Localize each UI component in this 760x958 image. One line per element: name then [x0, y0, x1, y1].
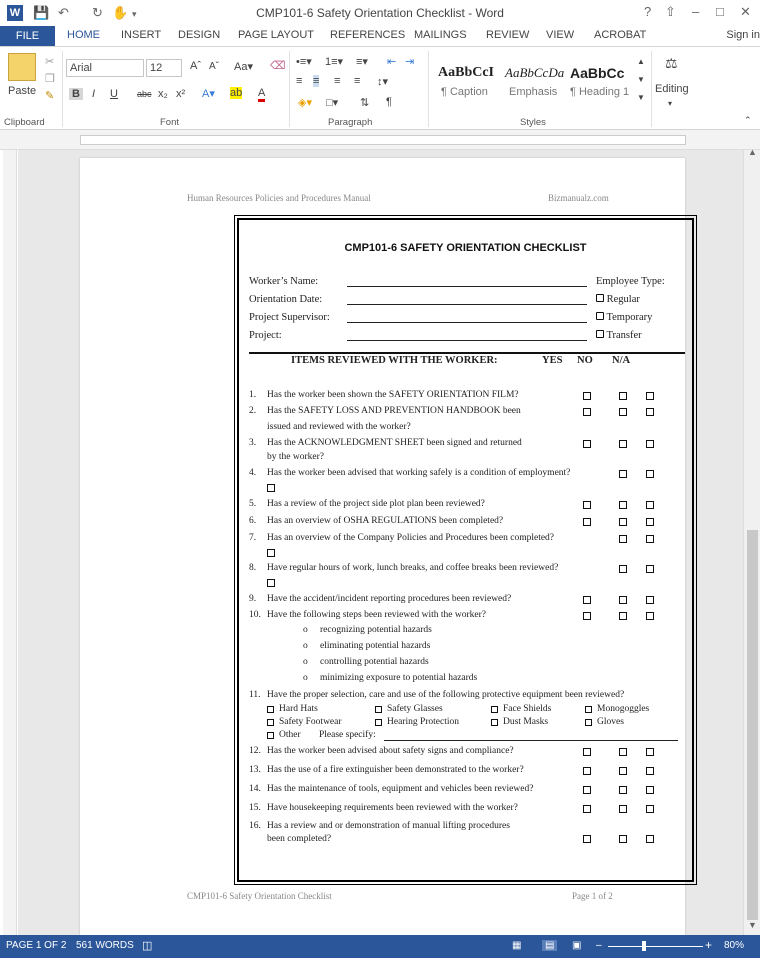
yes-checkbox[interactable] — [583, 440, 591, 448]
item-number: 8. — [249, 563, 257, 573]
col-yes: YES — [542, 355, 563, 366]
item-number: 11. — [249, 690, 261, 700]
borders-icon[interactable]: □▾ — [326, 97, 339, 109]
item-text: Has the worker been shown the SAFETY ORIENTATION FILM? — [267, 390, 519, 400]
sub-item: minimizing exposure to potential hazards — [320, 673, 478, 683]
no-checkbox[interactable] — [619, 786, 627, 794]
regular-label: Regular — [606, 294, 640, 305]
font-name-box[interactable]: Arial — [66, 59, 144, 77]
no-checkbox[interactable] — [619, 767, 627, 775]
item-text: Have the following steps been reviewed with the worker? — [267, 610, 486, 620]
paste-icon[interactable] — [8, 53, 36, 81]
highlight-icon[interactable]: ab — [230, 87, 243, 99]
field-worker-name: Worker’s Name: — [249, 276, 319, 287]
item-text: Have housekeeping requirements been reviewed with the worker? — [267, 803, 518, 813]
item-text-continued: issued and reviewed with the worker? — [267, 422, 411, 432]
divider — [428, 51, 429, 127]
yes-checkbox[interactable] — [583, 596, 591, 604]
undo-icon[interactable]: ↶ — [58, 5, 69, 20]
na-checkbox[interactable] — [646, 835, 654, 843]
item-number: 14. — [249, 784, 261, 794]
item-number: 2. — [249, 406, 257, 416]
divider — [62, 51, 63, 127]
equipment-checkbox[interactable] — [267, 732, 274, 739]
no-checkbox[interactable] — [619, 392, 627, 400]
item-number: 3. — [249, 438, 257, 448]
equipment-label: Hearing Protection — [387, 717, 460, 727]
title-bar — [0, 0, 760, 26]
sub-item: recognizing potential hazards — [320, 625, 432, 635]
employee-type-label: Employee Type: — [596, 276, 665, 287]
shrink-font-icon[interactable]: Aˇ — [209, 61, 219, 72]
style-name: ¶ Caption — [441, 86, 488, 98]
vertical-scrollbar[interactable] — [743, 147, 760, 935]
equipment-checkbox[interactable] — [585, 719, 592, 726]
zoom-slider-thumb[interactable] — [642, 941, 646, 951]
field-project: Project: — [249, 330, 282, 341]
no-checkbox[interactable] — [619, 835, 627, 843]
tab-acrobat[interactable]: ACROBAT — [594, 29, 647, 41]
increase-indent-icon[interactable]: ⇥ — [405, 56, 415, 68]
tab-view[interactable]: VIEW — [546, 29, 575, 41]
style-preview: AaBbCc — [570, 65, 625, 81]
no-checkbox[interactable] — [619, 535, 627, 543]
checklist-box — [237, 218, 694, 882]
tab-review[interactable]: REVIEW — [486, 29, 530, 41]
equipment-checkbox[interactable] — [375, 719, 382, 726]
group-label-styles: Styles — [520, 117, 546, 128]
yes-checkbox[interactable] — [583, 612, 591, 620]
temporary-label: Temporary — [606, 312, 653, 323]
item-number: 12. — [249, 746, 261, 756]
tab-insert[interactable]: INSERT — [121, 29, 162, 41]
item-text: Has the ACKNOWLEDGMENT SHEET been signed and returned — [267, 438, 522, 448]
yes-checkbox[interactable] — [583, 501, 591, 509]
styles-scroll-up-icon[interactable]: ▲ — [637, 57, 645, 66]
item-text-continued: been completed? — [267, 834, 332, 844]
na-checkbox[interactable] — [646, 767, 654, 775]
subscript-button[interactable]: x₂ — [158, 88, 168, 100]
page-footer-left: CMP101-6 Safety Orientation Checklist — [187, 891, 332, 901]
equipment-label: Gloves — [597, 717, 624, 727]
no-checkbox[interactable] — [619, 596, 627, 604]
horizontal-ruler[interactable] — [0, 130, 760, 150]
na-checkbox[interactable] — [646, 805, 654, 813]
item-text: Has the use of a fire extinguisher been demonstrated to the worker? — [267, 765, 524, 775]
na-checkbox[interactable] — [646, 748, 654, 756]
sort-icon[interactable]: ⇅ — [360, 97, 370, 109]
equipment-label: Safety Glasses — [387, 704, 443, 714]
style-heading-1[interactable] — [570, 65, 629, 98]
no-checkbox[interactable] — [619, 501, 627, 509]
yes-checkbox[interactable] — [583, 392, 591, 400]
col-no: NO — [577, 355, 593, 366]
styles-more-icon[interactable]: ▼ — [637, 93, 645, 102]
numbering-icon[interactable]: 1≡▾ — [325, 56, 344, 68]
zoom-slider[interactable] — [608, 946, 703, 947]
item-text: Has the worker been advised that working safely is a condition of employment? — [267, 468, 571, 478]
item-text: Has an overview of OSHA REGULATIONS been completed? — [267, 516, 504, 526]
customize-qat-icon[interactable]: ▾ — [132, 9, 137, 19]
equipment-label: Hard Hats — [279, 704, 318, 714]
tab-home[interactable]: HOME — [67, 29, 100, 41]
status-bar — [0, 935, 760, 958]
item-number: 15. — [249, 803, 261, 813]
no-checkbox[interactable] — [619, 440, 627, 448]
na-checkbox[interactable] — [646, 565, 654, 573]
page-header-left: Human Resources Policies and Procedures Manual — [187, 193, 371, 203]
style-caption[interactable] — [438, 65, 494, 98]
italic-button[interactable]: I — [92, 88, 96, 100]
sign-in-link[interactable]: Sign in — [726, 29, 760, 41]
equipment-label: Dust Masks — [503, 717, 549, 727]
line-spacing-icon[interactable]: ↕▾ — [377, 76, 389, 88]
item-number: 4. — [249, 468, 257, 478]
item-text: Has the SAFETY LOSS AND PREVENTION HANDBOOK been — [267, 406, 521, 416]
divider — [651, 51, 652, 127]
item-text: Have regular hours of work, lunch breaks, and coffee breaks been reviewed? — [267, 563, 559, 573]
bullet-icon: o — [303, 641, 308, 651]
superscript-button[interactable]: x² — [176, 88, 186, 100]
item-number: 13. — [249, 765, 261, 775]
grow-font-icon[interactable]: Aˆ — [190, 60, 201, 72]
decrease-indent-icon[interactable]: ⇤ — [387, 56, 397, 68]
text-effects-icon[interactable]: A▾ — [202, 88, 215, 100]
no-checkbox[interactable] — [619, 408, 627, 416]
print-layout-icon[interactable]: ▤ — [542, 940, 557, 951]
na-checkbox[interactable] — [646, 596, 654, 604]
zoom-level[interactable]: 80% — [724, 940, 745, 951]
item-number: 5. — [249, 499, 257, 509]
page-footer-right: Page 1 of 2 — [572, 891, 613, 901]
na-checkbox[interactable] — [646, 470, 654, 478]
justify-icon[interactable]: ≡ — [354, 75, 361, 87]
scroll-up-icon[interactable]: ▲ — [748, 147, 757, 157]
item-number: 16. — [249, 821, 261, 831]
equipment-checkbox[interactable] — [491, 719, 498, 726]
group-label-font: Font — [160, 117, 180, 128]
bold-button[interactable]: B — [69, 88, 83, 100]
word-logo-icon: W — [7, 5, 23, 21]
align-right-icon[interactable]: ≡ — [334, 75, 341, 87]
page-count[interactable]: PAGE 1 OF 2 — [6, 940, 67, 951]
equipment-checkbox[interactable] — [267, 719, 274, 726]
sub-item: eliminating potential hazards — [320, 641, 431, 651]
item-text: Has a review of the project side plot plan been reviewed? — [267, 499, 485, 509]
please-specify-line[interactable] — [384, 740, 678, 741]
tab-design[interactable]: DESIGN — [178, 29, 221, 41]
align-center-icon[interactable]: ≡ — [313, 75, 320, 87]
style-preview: AaBbCcDa — [505, 65, 565, 80]
equipment-label: Safety Footwear — [279, 717, 342, 727]
yes-checkbox[interactable] — [583, 786, 591, 794]
equipment-checkbox[interactable] — [267, 706, 274, 713]
page-header-right: Bizmanualz.com — [548, 193, 609, 203]
item-text-continued: by the worker? — [267, 452, 324, 462]
yes-checkbox[interactable] — [583, 408, 591, 416]
tab-mailings[interactable]: MAILINGS — [414, 29, 467, 41]
style-name: Emphasis — [509, 86, 558, 98]
editing-dropdown-icon[interactable]: ▾ — [668, 99, 673, 108]
scrollbar-thumb[interactable] — [747, 530, 758, 920]
style-emphasis[interactable] — [505, 65, 564, 98]
redo-icon[interactable]: ↻ — [92, 5, 103, 20]
yes-checkbox[interactable] — [583, 835, 591, 843]
item-number: 9. — [249, 594, 257, 604]
clear-formatting-icon[interactable]: ⌫ — [270, 60, 286, 72]
tab-page-layout[interactable]: PAGE LAYOUT — [238, 29, 315, 41]
ribbon — [0, 46, 760, 130]
equipment-checkbox[interactable] — [375, 706, 382, 713]
save-icon[interactable]: 💾 — [33, 5, 50, 20]
bullet-icon: o — [303, 673, 308, 683]
maximize-icon[interactable]: □ — [716, 4, 724, 19]
item-text: Has a review and or demonstration of manual lifting procedures — [267, 821, 510, 831]
equipment-label: Face Shields — [503, 704, 552, 714]
ribbon-display-icon[interactable]: ⇧ — [665, 4, 676, 19]
item-text: Have the proper selection, care and use of the following protective equipment been reviewed? — [267, 690, 625, 700]
change-case-icon[interactable]: Aa▾ — [234, 61, 253, 73]
web-layout-icon[interactable]: ▣ — [572, 940, 582, 951]
yes-checkbox[interactable] — [267, 579, 275, 587]
item-text: Has an overview of the Company Policies and Procedures been completed? — [267, 533, 555, 543]
style-preview: AaBbCcI — [438, 65, 495, 80]
sub-item: controlling potential hazards — [320, 657, 429, 667]
no-checkbox[interactable] — [619, 748, 627, 756]
na-checkbox[interactable] — [646, 392, 654, 400]
word-count[interactable]: 561 WORDS — [76, 940, 134, 951]
tab-file[interactable]: FILE — [0, 26, 55, 46]
na-checkbox[interactable] — [646, 786, 654, 794]
bullet-icon: o — [303, 657, 308, 667]
items-heading: ITEMS REVIEWED WITH THE WORKER: — [291, 355, 498, 366]
read-mode-icon[interactable]: ▦ — [512, 940, 522, 951]
collapse-ribbon-icon[interactable]: ⌃ — [744, 115, 752, 125]
checklist-title: CMP101-6 SAFETY ORIENTATION CHECKLIST — [344, 242, 587, 254]
yes-checkbox[interactable] — [583, 518, 591, 526]
field-project-supervisor: Project Supervisor: — [249, 312, 330, 323]
item-number: 7. — [249, 533, 257, 543]
font-size-box[interactable]: 12 — [146, 59, 182, 77]
styles-scroll-down-icon[interactable]: ▼ — [637, 75, 645, 84]
window-title: CMP101-6 Safety Orientation Checklist - Word — [256, 6, 504, 20]
na-checkbox[interactable] — [646, 518, 654, 526]
item-number: 6. — [249, 516, 257, 526]
no-checkbox[interactable] — [619, 565, 627, 573]
tab-references[interactable]: REFERENCES — [330, 29, 406, 41]
item-number: 10. — [249, 610, 261, 620]
item-number: 1. — [249, 390, 257, 400]
touch-mode-icon[interactable]: ✋ — [112, 5, 129, 20]
document-page[interactable] — [80, 158, 685, 935]
multilevel-list-icon[interactable]: ≡▾ — [356, 56, 368, 68]
please-specify-label: Please specify: — [319, 730, 376, 740]
no-checkbox[interactable] — [619, 518, 627, 526]
no-checkbox[interactable] — [619, 612, 627, 620]
paste-button[interactable]: Paste — [8, 85, 37, 97]
cut-icon[interactable]: ✂ — [45, 56, 55, 68]
equipment-checkbox[interactable] — [585, 706, 592, 713]
transfer-label: Transfer — [606, 330, 642, 341]
help-icon[interactable]: ? — [644, 4, 652, 19]
editing-button[interactable]: Editing — [655, 83, 689, 95]
bullets-icon[interactable]: •≡▾ — [296, 56, 312, 68]
no-checkbox[interactable] — [619, 805, 627, 813]
vertical-ruler[interactable] — [3, 150, 17, 935]
find-icon[interactable]: ⚖ — [665, 55, 678, 71]
proofing-icon[interactable]: ◫ — [142, 940, 153, 952]
minimize-icon[interactable]: – — [692, 4, 700, 19]
yes-checkbox[interactable] — [583, 748, 591, 756]
group-label-clipboard: Clipboard — [4, 117, 45, 128]
field-orientation-date: Orientation Date: — [249, 294, 323, 305]
yes-checkbox[interactable] — [267, 484, 275, 492]
item-text: Have the accident/incident reporting procedures been reviewed? — [267, 594, 512, 604]
yes-checkbox[interactable] — [583, 767, 591, 775]
group-label-paragraph: Paragraph — [328, 117, 373, 128]
equipment-label: Other — [279, 730, 301, 740]
ruler-bar — [80, 135, 686, 145]
checklist-items — [239, 220, 692, 880]
scroll-down-icon[interactable]: ▼ — [748, 920, 757, 930]
ribbon-tabs — [0, 26, 760, 46]
col-na: N/A — [612, 355, 631, 366]
strikethrough-button[interactable]: abc — [137, 89, 152, 99]
zoom-in-icon[interactable]: + — [705, 938, 713, 952]
no-checkbox[interactable] — [619, 470, 627, 478]
document-canvas — [18, 150, 743, 935]
underline-button[interactable]: U — [110, 88, 118, 100]
na-checkbox[interactable] — [646, 408, 654, 416]
close-icon[interactable]: ✕ — [740, 4, 751, 19]
item-text: Has the maintenance of tools, equipment and vehicles been reviewed? — [267, 784, 534, 794]
equipment-label: Monogoggles — [597, 704, 650, 714]
copy-icon[interactable]: ❐ — [45, 73, 55, 85]
item-text: Has the worker been advised about safety signs and compliance? — [267, 746, 514, 756]
font-color-icon[interactable]: A — [258, 87, 265, 102]
na-checkbox[interactable] — [646, 612, 654, 620]
na-checkbox[interactable] — [646, 535, 654, 543]
bullet-icon: o — [303, 625, 308, 635]
style-name: ¶ Heading 1 — [570, 86, 630, 98]
na-checkbox[interactable] — [646, 501, 654, 509]
show-marks-icon[interactable]: ¶ — [386, 96, 392, 108]
shading-icon[interactable]: ◈▾ — [298, 97, 312, 109]
format-painter-icon[interactable]: ✎ — [45, 90, 55, 102]
yes-checkbox[interactable] — [583, 805, 591, 813]
zoom-out-icon[interactable]: – — [596, 940, 602, 951]
divider — [289, 51, 290, 127]
align-left-icon[interactable]: ≡ — [296, 75, 303, 87]
yes-checkbox[interactable] — [267, 549, 275, 557]
equipment-checkbox[interactable] — [491, 706, 498, 713]
na-checkbox[interactable] — [646, 440, 654, 448]
